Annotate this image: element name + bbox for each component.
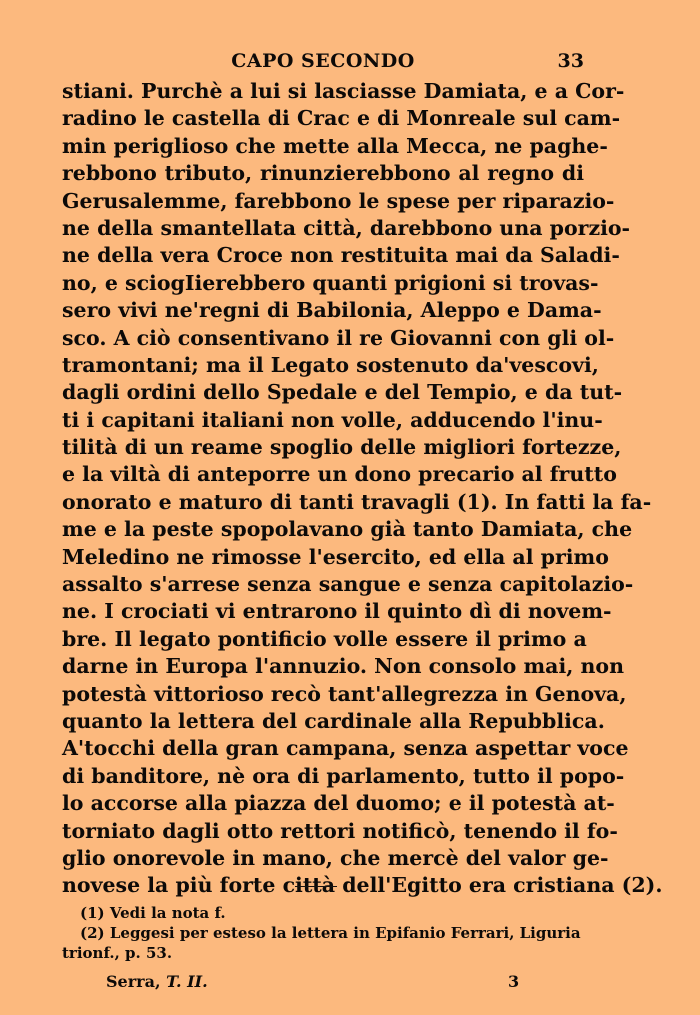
text-line: dagli ordini dello Spedale e del Tempio, e da tut- <box>62 380 623 405</box>
running-title: CAPO SECONDO <box>231 50 415 72</box>
page-number: 33 <box>557 50 584 72</box>
text-line: tilità di un reame spoglio delle migliori fortezze, <box>62 435 622 460</box>
text-line: torniato dagli otto rettori notificò, tenendo il fo- <box>62 818 618 843</box>
text-line: rebbono tributo, rinunzierebbono al regno di <box>62 161 584 186</box>
signature-volume: T. II. <box>166 972 208 991</box>
text-line: A'tocchi della gran campana, senza aspettar voce <box>62 736 629 761</box>
text-line: ti i capitani italiani non volle, adducendo l'inu- <box>62 407 603 432</box>
text-line: glio onorevole in mano, che mercè del valor ge- <box>62 845 609 870</box>
text-line: di banditore, nè ora di parlamento, tutto il popo- <box>62 763 625 788</box>
footnotes <box>62 903 584 963</box>
text-line: stiani. Purchè a lui si lasciasse Damiata, e a Cor- <box>62 79 625 103</box>
text-line: radino le castella di Crac e di Monreale sul cam- <box>62 106 621 131</box>
text-line: lo accorse alla piazza del duomo; e il potestà at- <box>62 791 615 816</box>
text-line: e la viltà di anteporre un dono precario al frutto <box>62 462 617 487</box>
text-line: Gerusalemme, farebbono le spese per riparazio- <box>62 188 615 213</box>
text-line: novese la più forte città dell'Egitto era cristiana (2). <box>62 873 663 898</box>
text-line: potestà vittorioso recò tant'allegrezza in Genova, <box>62 681 627 706</box>
footnote-2-line-1: (2) Leggesi per esteso la lettera in Epifanio Ferrari, Liguria <box>80 924 581 942</box>
text-line: ne della vera Croce non restituita mai da Saladi- <box>62 243 620 268</box>
text-line: tramontani; ma il Legato sostenuto da'vescovi, <box>62 352 599 377</box>
text-line: me e la peste spopolavano già tanto Damiata, che <box>62 517 633 542</box>
text-line: bre. Il legato pontificio volle essere il primo a <box>62 626 587 651</box>
footnote-2-line-2: trionf., p. 53. <box>62 944 173 962</box>
signature-number: 3 <box>508 972 520 991</box>
body-text <box>62 78 663 900</box>
footnote-1: (1) Vedi la nota f. <box>80 904 226 922</box>
text-line: quanto la lettera del cardinale alla Repubblica. <box>62 708 605 733</box>
text-line: Meledino ne rimosse l'esercito, ed ella al primo <box>62 544 609 569</box>
signature-author: Serra <box>106 972 155 991</box>
text-line: assalto s'arrese senza sangue e senza capitolazio- <box>62 572 634 597</box>
printer-signature: Serra, T. II. <box>106 972 208 991</box>
text-line: no, e sciogIierebbero quanti prigioni si trovas- <box>62 270 599 295</box>
text-line: sero vivi ne'regni di Babilonia, Aleppo e Dama- <box>62 298 602 323</box>
text-line: sco. A ciò consentivano il re Giovanni con gli ol- <box>62 325 615 350</box>
text-line: darne in Europa l'annuzio. Non consolo mai, non <box>62 654 625 679</box>
text-line: ne della smantellata città, darebbono una porzio- <box>62 215 631 240</box>
footnote-rule <box>295 886 337 887</box>
text-line: ne. I crociati vi entrarono il quinto dì di novem- <box>62 599 612 624</box>
text-line: min periglioso che mette alla Mecca, ne paghe- <box>62 133 608 158</box>
page-header <box>62 50 584 78</box>
text-line: onorato e maturo di tanti travagli (1). In fatti la fa- <box>62 489 652 514</box>
